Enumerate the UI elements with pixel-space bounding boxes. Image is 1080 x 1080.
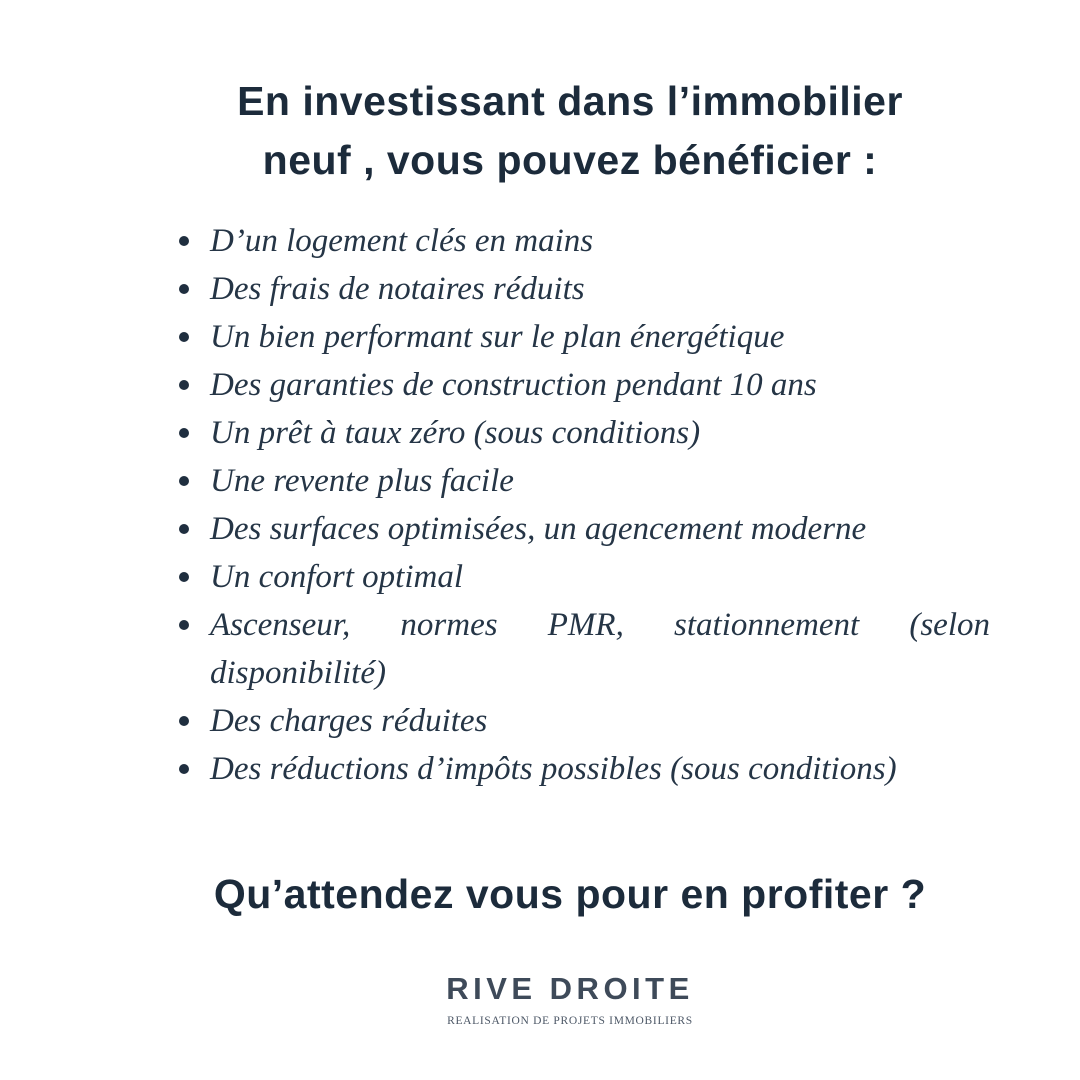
benefit-text: Des garanties de construction pendant 10 ans — [210, 367, 817, 404]
bullet-icon — [179, 332, 189, 342]
benefit-text: Un confort optimal — [210, 559, 463, 596]
bullet-icon — [179, 572, 189, 582]
bullet-icon — [179, 476, 189, 486]
list-item — [150, 217, 990, 265]
list-item — [150, 601, 990, 697]
page-title-line2: neuf , vous pouvez bénéficier : — [262, 137, 878, 183]
benefit-text: Un prêt à taux zéro (sous conditions) — [210, 415, 701, 452]
list-item — [150, 361, 990, 409]
list-item — [150, 313, 990, 361]
bullet-icon — [179, 764, 189, 774]
page-title — [150, 72, 990, 190]
benefit-text: Une revente plus facile — [210, 463, 514, 500]
list-item — [150, 409, 990, 457]
benefit-text: Des surfaces optimisées, un agencement moderne — [210, 511, 867, 548]
benefit-text: Des charges réduites — [210, 703, 488, 740]
bullet-icon — [179, 716, 189, 726]
bullet-icon — [179, 284, 189, 294]
content-column — [150, 0, 990, 1029]
benefits-list — [150, 217, 990, 793]
page-title-line1: En investissant dans l’immobilier — [237, 78, 903, 124]
benefit-text: Des réductions d’impôts possibles (sous conditions) — [210, 751, 897, 788]
bullet-icon — [179, 620, 189, 630]
bullet-icon — [179, 380, 189, 390]
list-item — [150, 553, 990, 601]
list-item — [150, 745, 990, 793]
list-item — [150, 457, 990, 505]
benefit-text: Ascenseur, normes PMR, stationnement (selon disponibilité) — [210, 607, 990, 692]
benefit-text: D’un logement clés en mains — [210, 223, 594, 260]
benefit-text: Des frais de notaires réduits — [210, 271, 585, 308]
list-item — [150, 505, 990, 553]
brand-logo — [150, 970, 990, 1029]
list-item — [150, 265, 990, 313]
brand-name: RIVE DROITE — [446, 971, 694, 1007]
brand-tagline: REALISATION DE PROJETS IMMOBILIERS — [447, 1015, 693, 1028]
bullet-icon — [179, 236, 189, 246]
bullet-icon — [179, 524, 189, 534]
cta-heading: Qu’attendez vous pour en profiter ? — [213, 871, 927, 918]
bullet-icon — [179, 428, 189, 438]
benefit-text: Un bien performant sur le plan énergétique — [210, 319, 785, 356]
list-item — [150, 697, 990, 745]
